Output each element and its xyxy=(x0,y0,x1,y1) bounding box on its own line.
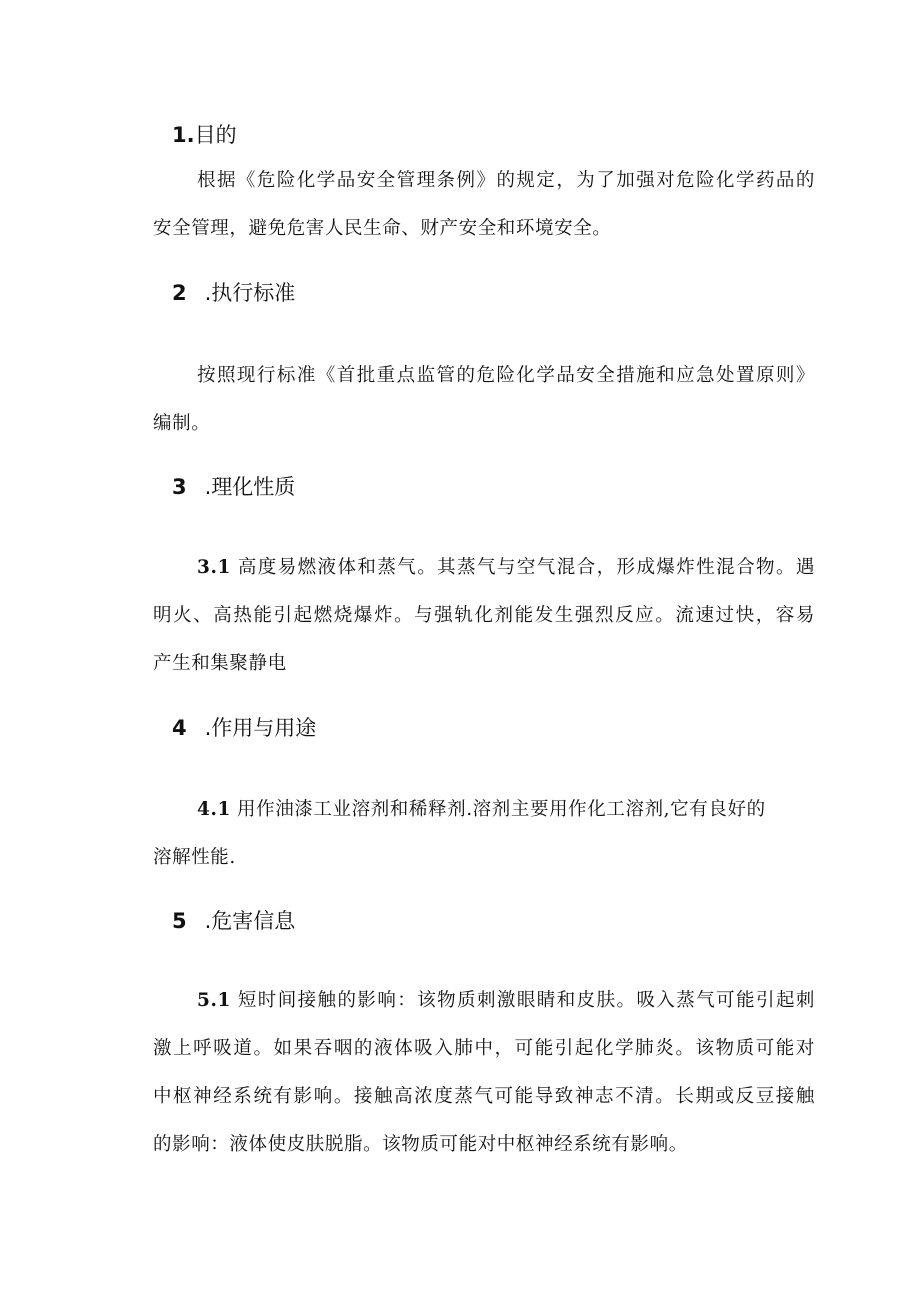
paragraph-line: 产生和集聚静电 xyxy=(153,653,287,674)
paragraph-line: 激上呼吸道。如果吞咽的液体吸入肺中，可能引起化学肺炎。该物质可能对 xyxy=(153,1038,815,1059)
section-title: .危害信息 xyxy=(204,909,296,933)
section-5-heading xyxy=(172,905,295,935)
subsection-number: 3.1 xyxy=(197,557,231,578)
paragraph-text: 用作油漆工业溶剂和稀释剂.溶剂主要用作化工溶剂,它有良好的 xyxy=(237,799,766,820)
subsection-number: 5.1 xyxy=(197,990,231,1011)
section-4-body xyxy=(153,786,815,882)
section-title: .执行标准 xyxy=(204,281,296,305)
section-title: 目的 xyxy=(194,123,237,147)
paragraph-line: 中枢神经系统有影响。接触高浓度蒸气可能导致神志不清。长期或反豆接触 xyxy=(153,1086,815,1107)
section-number: 1. xyxy=(172,123,195,147)
section-number: 5 xyxy=(172,909,187,933)
section-1-body xyxy=(153,157,815,253)
section-number: 4 xyxy=(172,716,187,740)
paragraph-line-with-subnumber xyxy=(153,977,815,1025)
paragraph-line: 按照现行标准《首批重点监管的危险化学品安全措施和应急处置原则》 xyxy=(197,365,815,386)
section-title: .理化性质 xyxy=(204,475,296,499)
paragraph-line: 的影响：液体使皮肤脱脂。该物质可能对中枢神经系统有影响。 xyxy=(153,1134,688,1155)
section-3-body xyxy=(153,544,815,688)
paragraph-line-with-subnumber xyxy=(153,786,815,834)
section-4-heading xyxy=(172,712,316,742)
section-5-body xyxy=(153,977,815,1169)
paragraph-text: 高度易燃液体和蒸气。其蒸气与空气混合，形成爆炸性混合物。遇 xyxy=(237,557,815,578)
section-1-heading xyxy=(172,119,237,149)
paragraph-line: 根据《危险化学品安全管理条例》的规定，为了加强对危险化学药品的 xyxy=(197,170,815,191)
section-number: 2 xyxy=(172,281,187,305)
paragraph-text: 短时间接触的影响：该物质刺激眼睛和皮肤。吸入蒸气可能引起刺 xyxy=(237,990,815,1011)
paragraph-line: 溶解性能. xyxy=(153,847,236,868)
paragraph-line: 安全管理，避免危害人民生命、财产安全和环境安全。 xyxy=(153,218,612,239)
section-3-heading xyxy=(172,471,295,501)
paragraph-line: 明火、高热能引起燃烧爆炸。与强轨化剂能发生强烈反应。流速过快，容易 xyxy=(153,605,815,626)
section-2-heading xyxy=(172,277,295,307)
paragraph-line-with-subnumber xyxy=(153,544,815,592)
section-2-body xyxy=(153,352,815,448)
paragraph-line: 编制。 xyxy=(153,413,211,434)
section-number: 3 xyxy=(172,475,187,499)
subsection-number: 4.1 xyxy=(197,799,231,820)
section-title: .作用与用途 xyxy=(204,716,317,740)
